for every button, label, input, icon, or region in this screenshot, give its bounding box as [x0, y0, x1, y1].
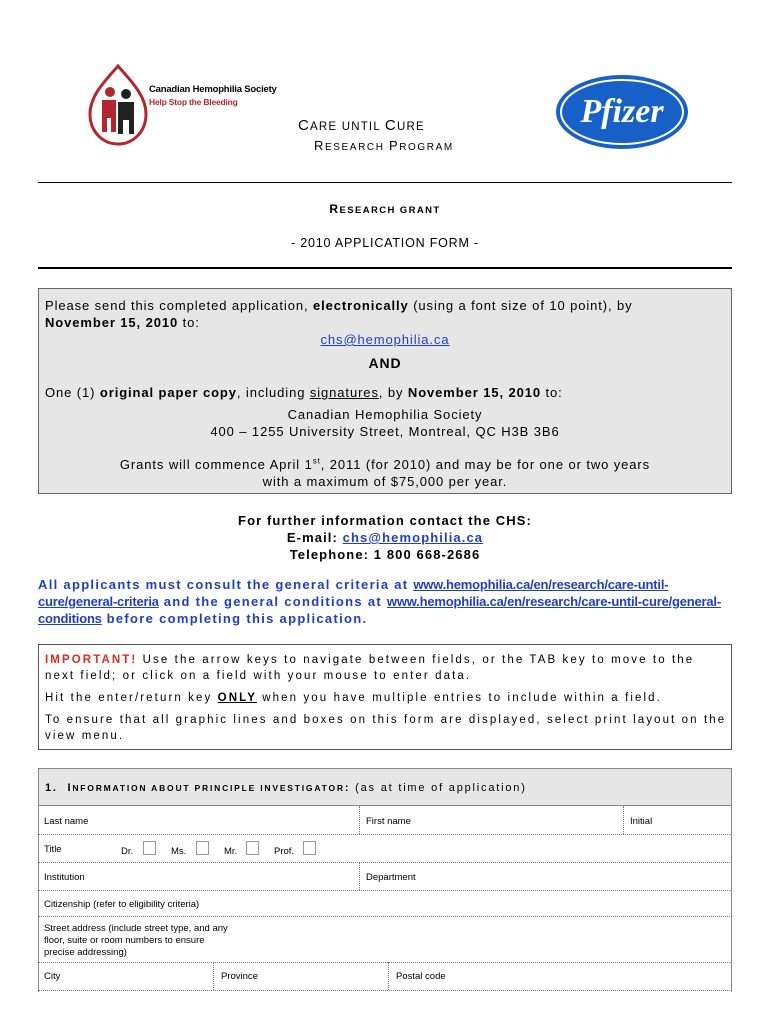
important-p3: To ensure that all graphic lines and boxes on this form are displayed, select print layout on the view menu. — [45, 714, 727, 742]
submission-line-2: November 15, 2010 to: — [45, 315, 200, 330]
grants-line-1: Grants will commence April 1st, 2011 (for 2010) and may be for one or two years — [119, 456, 651, 472]
title-prof-label: Prof. — [274, 846, 295, 857]
section-1-title: 1. INFORMATION ABOUT PRINCIPLE INVESTIGATOR: (as at time of application) — [45, 782, 527, 794]
and-label: AND — [368, 355, 402, 371]
contact-email: E-mail: chs@hemophilia.ca — [286, 530, 484, 545]
title-mr-label: Mr. — [224, 846, 238, 857]
submission-line-1: Please send this completed application, electronically (using a font size of 10 point), by — [45, 298, 633, 313]
citizenship-field[interactable]: Citizenship (refer to eligibility criteria) — [44, 899, 200, 910]
contact-heading: For further information contact the CHS: — [238, 513, 532, 528]
street-address-field[interactable]: Street address (include street type, and any floor, suite or room numbers to ensure precise addressing) — [44, 923, 228, 958]
submission-line-3: One (1) original paper copy, including signatures, by November 15, 2010 to: — [45, 385, 563, 400]
important-p2: Hit the enter/return key ONLY when you have multiple entries to include within a field. — [45, 692, 662, 704]
initial-field[interactable]: Initial — [630, 816, 653, 827]
chs-name: Canadian Hemophilia Society — [149, 84, 277, 95]
pfizer-logo — [552, 72, 692, 152]
divider — [38, 182, 732, 183]
program-title: CARE UNTIL CURE — [298, 117, 425, 134]
pfizer-wordmark: Pfizer — [580, 93, 664, 130]
divider — [38, 267, 732, 269]
contact-telephone: Telephone: 1 800 668-2686 — [289, 547, 481, 562]
criteria-link[interactable]: www.hemophilia.ca/en/research/care-until-cure/general-criteria — [38, 577, 669, 609]
grants-line-2: with a maximum of $75,000 per year. — [262, 474, 508, 489]
first-name-field[interactable]: First name — [366, 816, 411, 827]
form-title: - 2010 APPLICATION FORM - — [291, 236, 479, 250]
title-ms-label: Ms. — [171, 846, 187, 857]
institution-field[interactable]: Institution — [44, 872, 85, 883]
department-field[interactable]: Department — [366, 872, 416, 883]
important-box — [38, 644, 732, 750]
mailing-address: 400 – 1255 University Street, Montreal, QC H3B 3B6 — [210, 424, 560, 439]
consult-notice: All applicants must consult the general criteria at www.hemophilia.ca/en/research/care-until-cure/general-criteria and the general conditions at www.hemophilia.ca/en/research/care-until-cure/general-conditions before completing this application. — [38, 577, 721, 626]
province-field[interactable]: Province — [221, 971, 258, 982]
important-p1: IMPORTANT! Use the arrow keys to navigate between fields, or the TAB key to move to the next field; or click on a field with your mouse to enter data. — [45, 654, 695, 682]
title-label: Title — [44, 844, 62, 855]
submission-email-link[interactable]: chs@hemophilia.ca — [320, 332, 450, 347]
chs-tagline: Help Stop the Bleeding — [149, 97, 238, 107]
title-dr-checkbox[interactable] — [143, 841, 156, 855]
submission-box — [38, 288, 732, 494]
postal-code-field[interactable]: Postal code — [396, 971, 446, 982]
contact-block — [0, 512, 770, 563]
grant-title: RESEARCH GRANT — [329, 202, 441, 216]
conditions-link[interactable]: www.hemophilia.ca/en/research/care-until-cure/general-conditions — [38, 594, 721, 626]
title-prof-checkbox[interactable] — [303, 841, 316, 855]
program-subtitle: RESEARCH PROGRAM — [314, 138, 454, 153]
city-field[interactable]: City — [44, 971, 61, 982]
contact-email-link[interactable]: chs@hemophilia.ca — [342, 530, 484, 545]
last-name-field[interactable]: Last name — [44, 816, 89, 827]
title-ms-checkbox[interactable] — [196, 841, 209, 855]
title-dr-label: Dr. — [121, 846, 134, 857]
title-mr-checkbox[interactable] — [246, 841, 259, 855]
mailing-org: Canadian Hemophilia Society — [287, 407, 483, 422]
